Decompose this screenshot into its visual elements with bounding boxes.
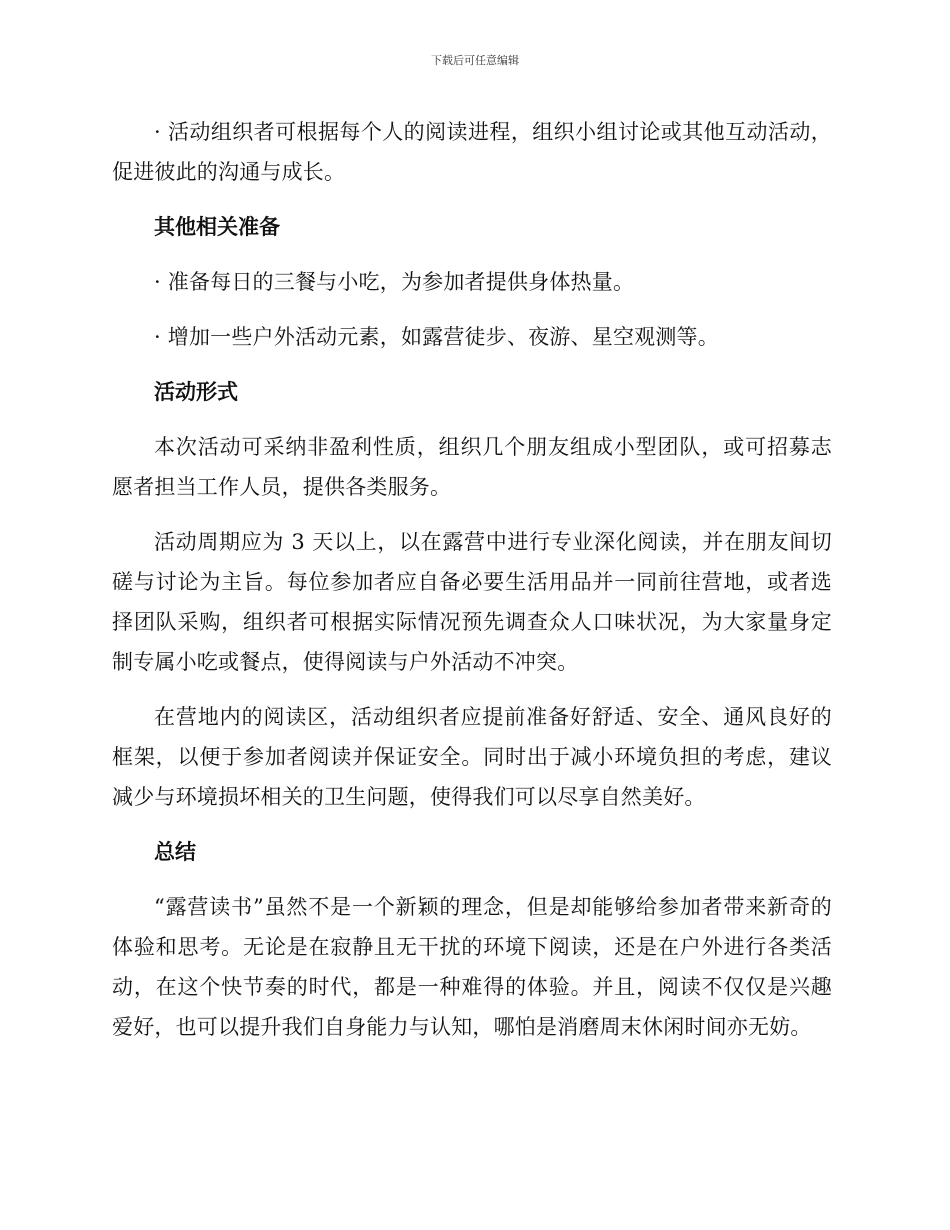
section-heading-activity-format: 活动形式 [154, 380, 238, 404]
document-body [112, 112, 832, 1062]
paragraph-reading-area: 在营地内的阅读区，活动组织者应提前准备好舒适、安全、通风良好的框架，以便于参加者阅读并保证安全。同时出于减小环境负担的考虑，建议减少与环境损坏相关的卫生问题，使得我们可以尽享自然美好。 [112, 705, 832, 809]
section-heading-other-preparation: 其他相关准备 [154, 215, 280, 239]
bullet-paragraph-outdoor: · 增加一些户外活动元素，如露营徒步、夜游、星空观测等。 [154, 325, 719, 349]
bullet-paragraph-discussion: · 活动组织者可根据每个人的阅读进程，组织小组讨论或其他互动活动，促进彼此的沟通与成长。 [112, 120, 832, 184]
paragraph-nonprofit: 本次活动可采纳非盈利性质，组织几个朋友组成小型团队，或可招募志愿者担当工作人员，提供各类服务。 [112, 435, 832, 499]
bullet-paragraph-meals: · 准备每日的三餐与小吃，为参加者提供身体热量。 [154, 270, 635, 294]
paragraph-summary: “露营读书”虽然不是一个新颖的理念，但是却能够给参加者带来新奇的体验和思考。无论是在寂静且无干扰的环境下阅读，还是在户外进行各类活动，在这个快节奏的时代，都是一种难得的体验。并且，阅读不仅仅是兴趣爱好，也可以提升我们自身能力与认知，哪怕是消磨周末休闲时间亦无妨。 [112, 895, 832, 1039]
page-header: 下载后可任意编辑 [431, 54, 519, 67]
paragraph-duration: 活动周期应为 3 天以上，以在露营中进行专业深化阅读，并在朋友间切磋与讨论为主旨。每位参加者应自备必要生活用品并一同前往营地，或者选择团队采购，组织者可根据实际情况预先调查众人口味状况，为大家量身定制专属小吃或餐点，使得阅读与户外活动不冲突。 [112, 530, 832, 674]
section-heading-summary: 总结 [154, 840, 196, 864]
